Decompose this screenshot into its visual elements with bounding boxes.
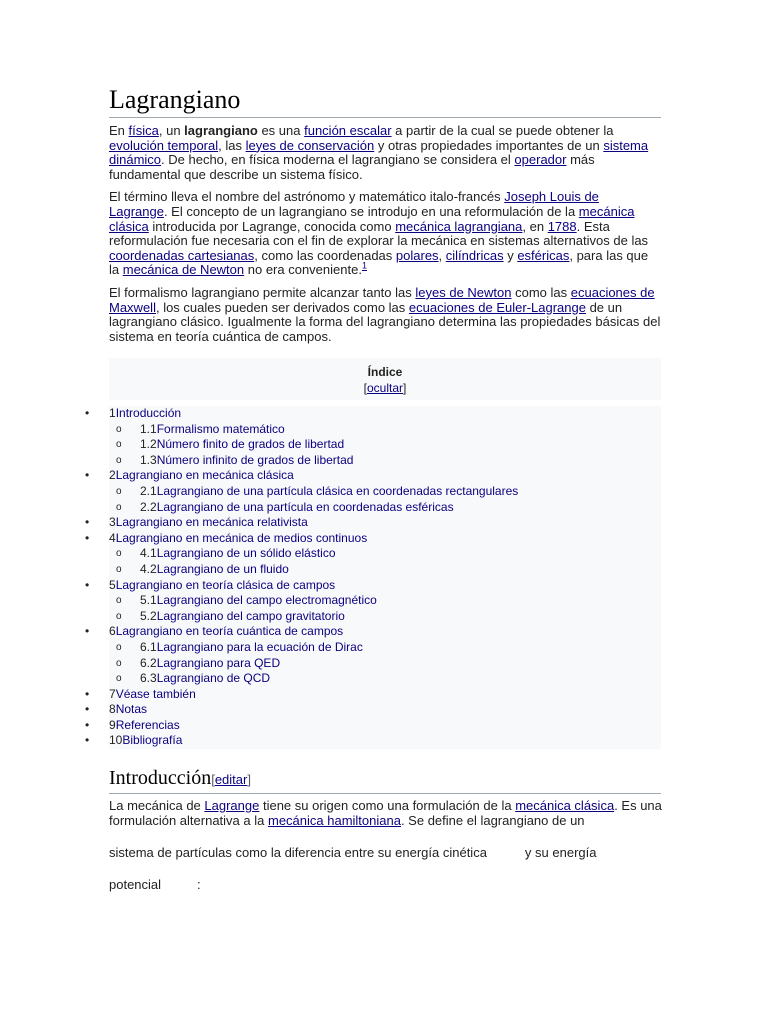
toc-number: 8	[109, 702, 116, 717]
toc-item[interactable]	[109, 640, 661, 656]
circle-bullet-icon: o	[116, 657, 122, 669]
bullet-icon: •	[85, 577, 90, 592]
toc-item[interactable]	[109, 500, 661, 516]
link-1788[interactable]: 1788	[547, 218, 577, 234]
circle-bullet-icon: o	[116, 595, 122, 607]
toc-number: 4.1	[140, 546, 157, 561]
circle-bullet-icon: o	[116, 423, 122, 435]
link-mecanica-lagrangiana[interactable]: mecánica lagrangiana	[395, 218, 523, 234]
toc-number: 1.3	[140, 452, 157, 467]
toc-title: Índice	[367, 365, 403, 380]
toc-link[interactable]: Lagrangiano en teoría cuántica de campos	[115, 624, 344, 639]
toc-item[interactable]	[85, 702, 661, 718]
bullet-icon: •	[85, 468, 90, 483]
toc-item[interactable]	[109, 562, 661, 578]
link-euler-lagrange[interactable]: ecuaciones de Euler-Lagrange	[408, 299, 586, 315]
link-mecanica-clasica[interactable]: mecánica clásica	[109, 203, 635, 234]
toc-number: 1.2	[140, 437, 157, 452]
toc-item[interactable]	[85, 577, 661, 594]
link-mecanica-newton[interactable]: mecánica de Newton	[122, 262, 245, 278]
toc-link[interactable]: Número infinito de grados de libertad	[156, 452, 354, 467]
page-title: Lagrangiano	[109, 84, 661, 118]
link-leyes-newton[interactable]: leyes de Newton	[415, 284, 512, 300]
link-mecanica-clasica-2[interactable]: mecánica clásica	[515, 798, 615, 813]
toc-number: 6.2	[140, 655, 157, 670]
toc-link[interactable]: Número finito de grados de libertad	[156, 437, 345, 452]
bullet-icon: •	[85, 406, 90, 420]
bullet-icon: •	[85, 624, 90, 639]
toc-number: 1	[109, 406, 116, 420]
link-lagrange-2[interactable]: Lagrange	[204, 798, 260, 813]
bullet-icon: •	[85, 530, 90, 545]
link-polares[interactable]: polares	[395, 247, 439, 263]
intro-line-3: potencial :	[109, 877, 201, 892]
toc-link[interactable]: Lagrangiano en mecánica clásica	[115, 468, 294, 483]
toc-item[interactable]	[109, 422, 661, 438]
toc-link[interactable]: Lagrangiano de QCD	[156, 671, 271, 686]
toc-item[interactable]	[109, 671, 661, 687]
reference-link[interactable]: 1	[361, 261, 367, 272]
toc-item[interactable]	[85, 468, 661, 484]
link-sistema-dinamico[interactable]: sistema dinámico	[109, 137, 649, 168]
toc-item[interactable]	[109, 453, 661, 469]
link-funcion-escalar[interactable]: función escalar	[304, 123, 392, 138]
link-ecuaciones-maxwell[interactable]: ecuaciones de Maxwell	[109, 284, 655, 315]
toc-item[interactable]	[109, 437, 661, 453]
toc-item[interactable]	[85, 624, 661, 640]
toc-number: 6.1	[140, 639, 157, 654]
toc-number: 2.1	[140, 483, 157, 498]
link-operador[interactable]: operador	[514, 152, 567, 168]
link-cilindricas[interactable]: cilíndricas	[445, 247, 504, 263]
toc-link[interactable]: Lagrangiano en mecánica relativista	[115, 515, 308, 530]
toc-link[interactable]: Véase también	[115, 686, 196, 701]
article	[109, 84, 661, 400]
toc-number: 2	[109, 468, 116, 483]
circle-bullet-icon: o	[116, 548, 122, 560]
circle-bullet-icon: o	[116, 610, 122, 622]
toc-link[interactable]: Lagrangiano de un fluido	[156, 561, 289, 576]
bullet-icon: •	[85, 515, 90, 530]
toc-number: 5.1	[140, 593, 157, 608]
link-fisica[interactable]: física	[128, 123, 159, 138]
link-coordenadas-cartesianas[interactable]: coordenadas cartesianas	[109, 247, 255, 263]
toc-number: 7	[109, 686, 116, 701]
bullet-icon: •	[85, 717, 90, 732]
circle-bullet-icon: o	[116, 501, 122, 513]
toc-item[interactable]	[109, 609, 661, 625]
toc-item[interactable]	[109, 656, 661, 672]
lead-paragraph-2: El término lleva el nombre del astrónomo y matemático italo-francés Joseph Louis de Lagrange. El concepto de un lagrangiano se introdujo en una reformulación de la mecánica clásica introducida por Lagrange, conocida como mecánica lagrangiana, en 1788. Esta reformulación fue necesaria con el fin de explorar la mecánica en sistemas alternativos de las coordenadas cartesianas, como las coordenadas polares, cilíndricas y esféricas, para las que la mecánica de Newton no era conveniente.$^1$	[109, 189, 649, 278]
circle-bullet-icon: o	[116, 439, 122, 451]
toc-hide-toggle[interactable]: ocultar	[366, 381, 404, 396]
toc-link[interactable]: Lagrangiano para la ecuación de Dirac	[156, 639, 363, 654]
toc-item[interactable]	[109, 546, 661, 562]
toc-item[interactable]	[85, 717, 661, 734]
toc-number: 1.1	[140, 421, 157, 436]
toc-link[interactable]: Formalismo matemático	[156, 421, 285, 436]
toc-item[interactable]	[109, 593, 661, 609]
bullet-icon: •	[85, 702, 90, 717]
lead-paragraph-3: El formalismo lagrangiano permite alcanzar tanto las leyes de Newton como las ecuaciones de Maxwell, los cuales pueden ser derivados como las ecuaciones de Euler-Lagrange de un lagrangiano clásico. Igualmente la forma del lagrangiano determina las propiedades básicas del sistema en teoría cuántica de campos.	[109, 284, 661, 344]
bullet-icon: •	[85, 733, 90, 748]
toc-item[interactable]	[85, 530, 661, 547]
edit-section-link[interactable]: editar	[214, 772, 248, 787]
circle-bullet-icon: o	[116, 641, 122, 653]
toc-number: 6.3	[140, 671, 157, 686]
link-esfericas[interactable]: esféricas	[517, 247, 570, 263]
toc-number: 2.2	[140, 499, 157, 514]
link-mecanica-hamiltoniana[interactable]: mecánica hamiltoniana	[267, 813, 401, 828]
toc-item[interactable]	[109, 484, 661, 500]
toc-header: Índice [ocultar]	[109, 358, 661, 400]
intro-line-2: sistema de partículas como la diferencia entre su energía cinética y su energía	[109, 845, 597, 860]
section-heading-introduccion: Introducción[editar]	[109, 765, 661, 794]
toc-link[interactable]: Lagrangiano para QED	[156, 655, 281, 670]
link-leyes-conservacion[interactable]: leyes de conservación	[245, 137, 375, 153]
toc-link[interactable]: Lagrangiano del campo electromagnético	[156, 593, 377, 608]
toc-link[interactable]: Lagrangiano de un sólido elástico	[156, 546, 336, 561]
circle-bullet-icon: o	[116, 454, 122, 466]
toc-list	[0, 406, 661, 749]
toc-item[interactable]	[85, 686, 661, 703]
toc-item[interactable]	[85, 515, 661, 531]
toc-link[interactable]: Lagrangiano de una partícula clásica en coordenadas rectangulares	[156, 483, 519, 498]
link-evolucion-temporal[interactable]: evolución temporal	[109, 137, 219, 153]
toc-link[interactable]: Introducción	[115, 406, 182, 420]
circle-bullet-icon: o	[116, 485, 122, 497]
toc-link[interactable]: Referencias	[115, 717, 180, 732]
bullet-icon: •	[85, 686, 90, 701]
toc-number: 10	[109, 733, 123, 748]
lead-paragraph-1: En física, un lagrangiano es una función escalar a partir de la cual se puede obtener la evolución temporal, las leyes de conservación y otras propiedades importantes de un sistema dinámico. De hecho, en física moderna el lagrangiano se considera el operador más fundamental que describe un sistema físico.	[109, 123, 649, 182]
bold-term: lagrangiano	[184, 123, 258, 138]
intro-paragraph: La mecánica de Lagrange tiene su origen como una formulación de la mecánica clásica. Es una formulación alternativa a la mecánica hamiltoniana. Se define el lagrangiano de un	[109, 798, 662, 828]
toc-link[interactable]: Lagrangiano en teoría clásica de campos	[115, 577, 336, 592]
circle-bullet-icon: o	[116, 563, 122, 575]
toc-link[interactable]: Lagrangiano del campo gravitatorio	[156, 608, 345, 623]
toc-number: 4.2	[140, 561, 157, 576]
toc-link[interactable]: Bibliografía	[122, 733, 183, 748]
toc-item[interactable]	[85, 406, 661, 422]
toc-link[interactable]: Lagrangiano en mecánica de medios continuos	[115, 530, 368, 545]
toc-number: 3	[109, 515, 116, 530]
circle-bullet-icon: o	[116, 673, 122, 685]
toc-link[interactable]: Lagrangiano de una partícula en coordenadas esféricas	[156, 499, 454, 514]
toc-item[interactable]	[85, 733, 661, 749]
toc-number: 6	[109, 624, 116, 639]
toc-link[interactable]: Notas	[115, 702, 148, 717]
toc-number: 4	[109, 530, 116, 545]
toc-number: 9	[109, 717, 116, 732]
toc-number: 5	[109, 577, 116, 592]
toc-number: 5.2	[140, 608, 157, 623]
link-lagrange[interactable]: Joseph Louis de Lagrange	[109, 189, 599, 219]
